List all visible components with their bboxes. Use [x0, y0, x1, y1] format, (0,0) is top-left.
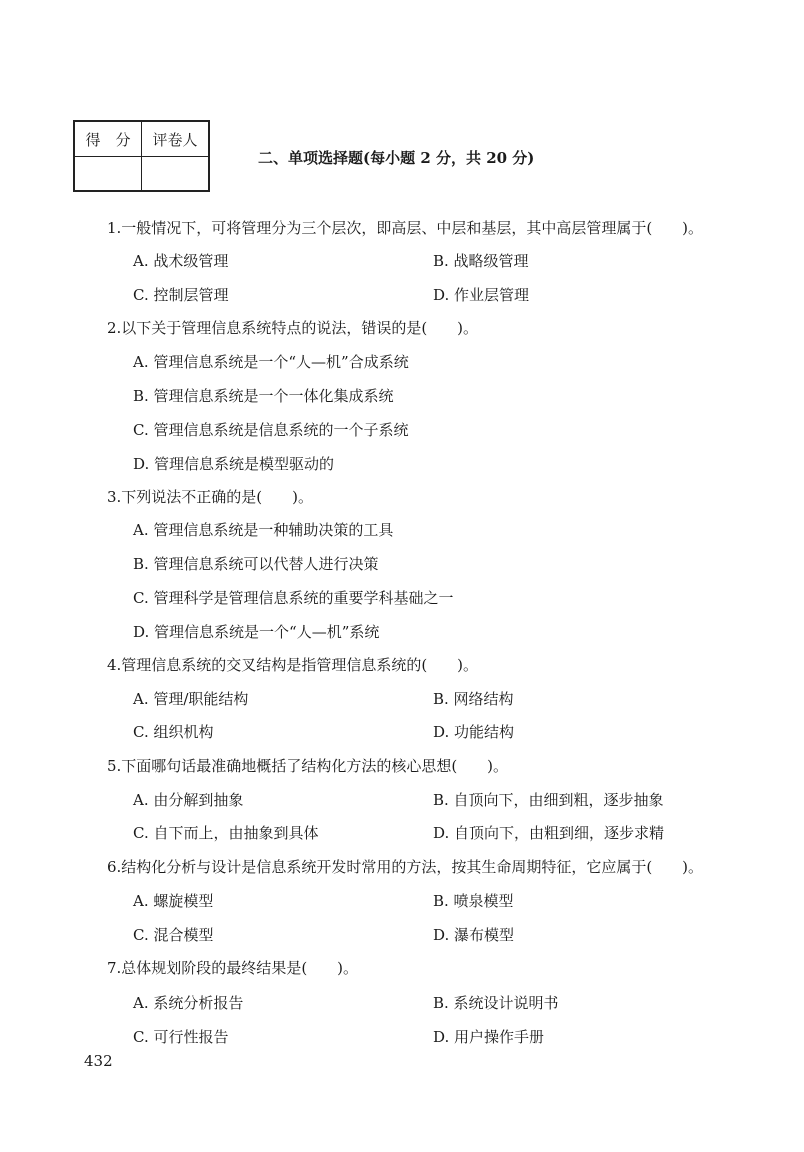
q7-option-a: A. 系统分析报告 [133, 994, 244, 1012]
q6-option-d: D. 瀑布模型 [433, 926, 515, 944]
score-table [73, 120, 210, 192]
grader-header: 评卷人 [142, 121, 210, 157]
q1-option-b: B. 战略级管理 [433, 252, 529, 270]
q5-option-a: A. 由分解到抽象 [133, 791, 244, 809]
q3-option-a: A. 管理信息系统是一种辅助决策的工具 [133, 521, 394, 539]
q3-option-c: C. 管理科学是管理信息系统的重要学科基础之一 [133, 589, 454, 607]
q6-option-b: B. 喷泉模型 [433, 892, 514, 910]
q7-option-c: C. 可行性报告 [133, 1028, 229, 1046]
q5-option-c: C. 自下而上，由抽象到具体 [133, 824, 319, 842]
q1-option-c: C. 控制层管理 [133, 286, 229, 304]
question-1: 1.一般情况下，可将管理分为三个层次，即高层、中层和基层，其中高层管理属于( )。 [107, 219, 704, 237]
q2-option-c: C. 管理信息系统是信息系统的一个子系统 [133, 421, 409, 439]
q4-option-d: D. 功能结构 [433, 723, 515, 741]
q4-option-a: A. 管理/职能结构 [133, 690, 249, 708]
grader-cell [142, 157, 210, 192]
q3-option-b: B. 管理信息系统可以代替人进行决策 [133, 555, 379, 573]
page-number: 432 [84, 1052, 113, 1070]
q2-option-a: A. 管理信息系统是一个“人—机”合成系统 [133, 353, 409, 371]
q5-option-b: B. 自顶向下，由细到粗，逐步抽象 [433, 791, 664, 809]
section-title: 二、单项选择题(每小题 2 分，共 20 分) [258, 149, 535, 167]
q2-option-d: D. 管理信息系统是模型驱动的 [133, 455, 335, 473]
q5-option-d: D. 自顶向下，由粗到细，逐步求精 [433, 824, 665, 842]
question-5: 5.下面哪句话最准确地概括了结构化方法的核心思想( )。 [107, 757, 509, 775]
q4-option-b: B. 网络结构 [433, 690, 514, 708]
score-header: 得 分 [74, 121, 142, 157]
q1-option-d: D. 作业层管理 [433, 286, 530, 304]
question-3: 3.下列说法不正确的是( )。 [107, 488, 314, 506]
q7-option-d: D. 用户操作手册 [433, 1028, 545, 1046]
q1-option-a: A. 战术级管理 [133, 252, 229, 270]
question-4: 4.管理信息系统的交叉结构是指管理信息系统的( )。 [107, 656, 479, 674]
q3-option-d: D. 管理信息系统是一个“人—机”系统 [133, 623, 380, 641]
q4-option-c: C. 组织机构 [133, 723, 214, 741]
score-cell [74, 157, 142, 192]
q6-option-c: C. 混合模型 [133, 926, 214, 944]
q6-option-a: A. 螺旋模型 [133, 892, 214, 910]
q7-option-b: B. 系统设计说明书 [433, 994, 559, 1012]
question-7: 7.总体规划阶段的最终结果是( )。 [107, 959, 359, 977]
q2-option-b: B. 管理信息系统是一个一体化集成系统 [133, 387, 394, 405]
question-6: 6.结构化分析与设计是信息系统开发时常用的方法，按其生命周期特征，它应属于( )。 [107, 858, 704, 876]
question-2: 2.以下关于管理信息系统特点的说法，错误的是( )。 [107, 319, 479, 337]
